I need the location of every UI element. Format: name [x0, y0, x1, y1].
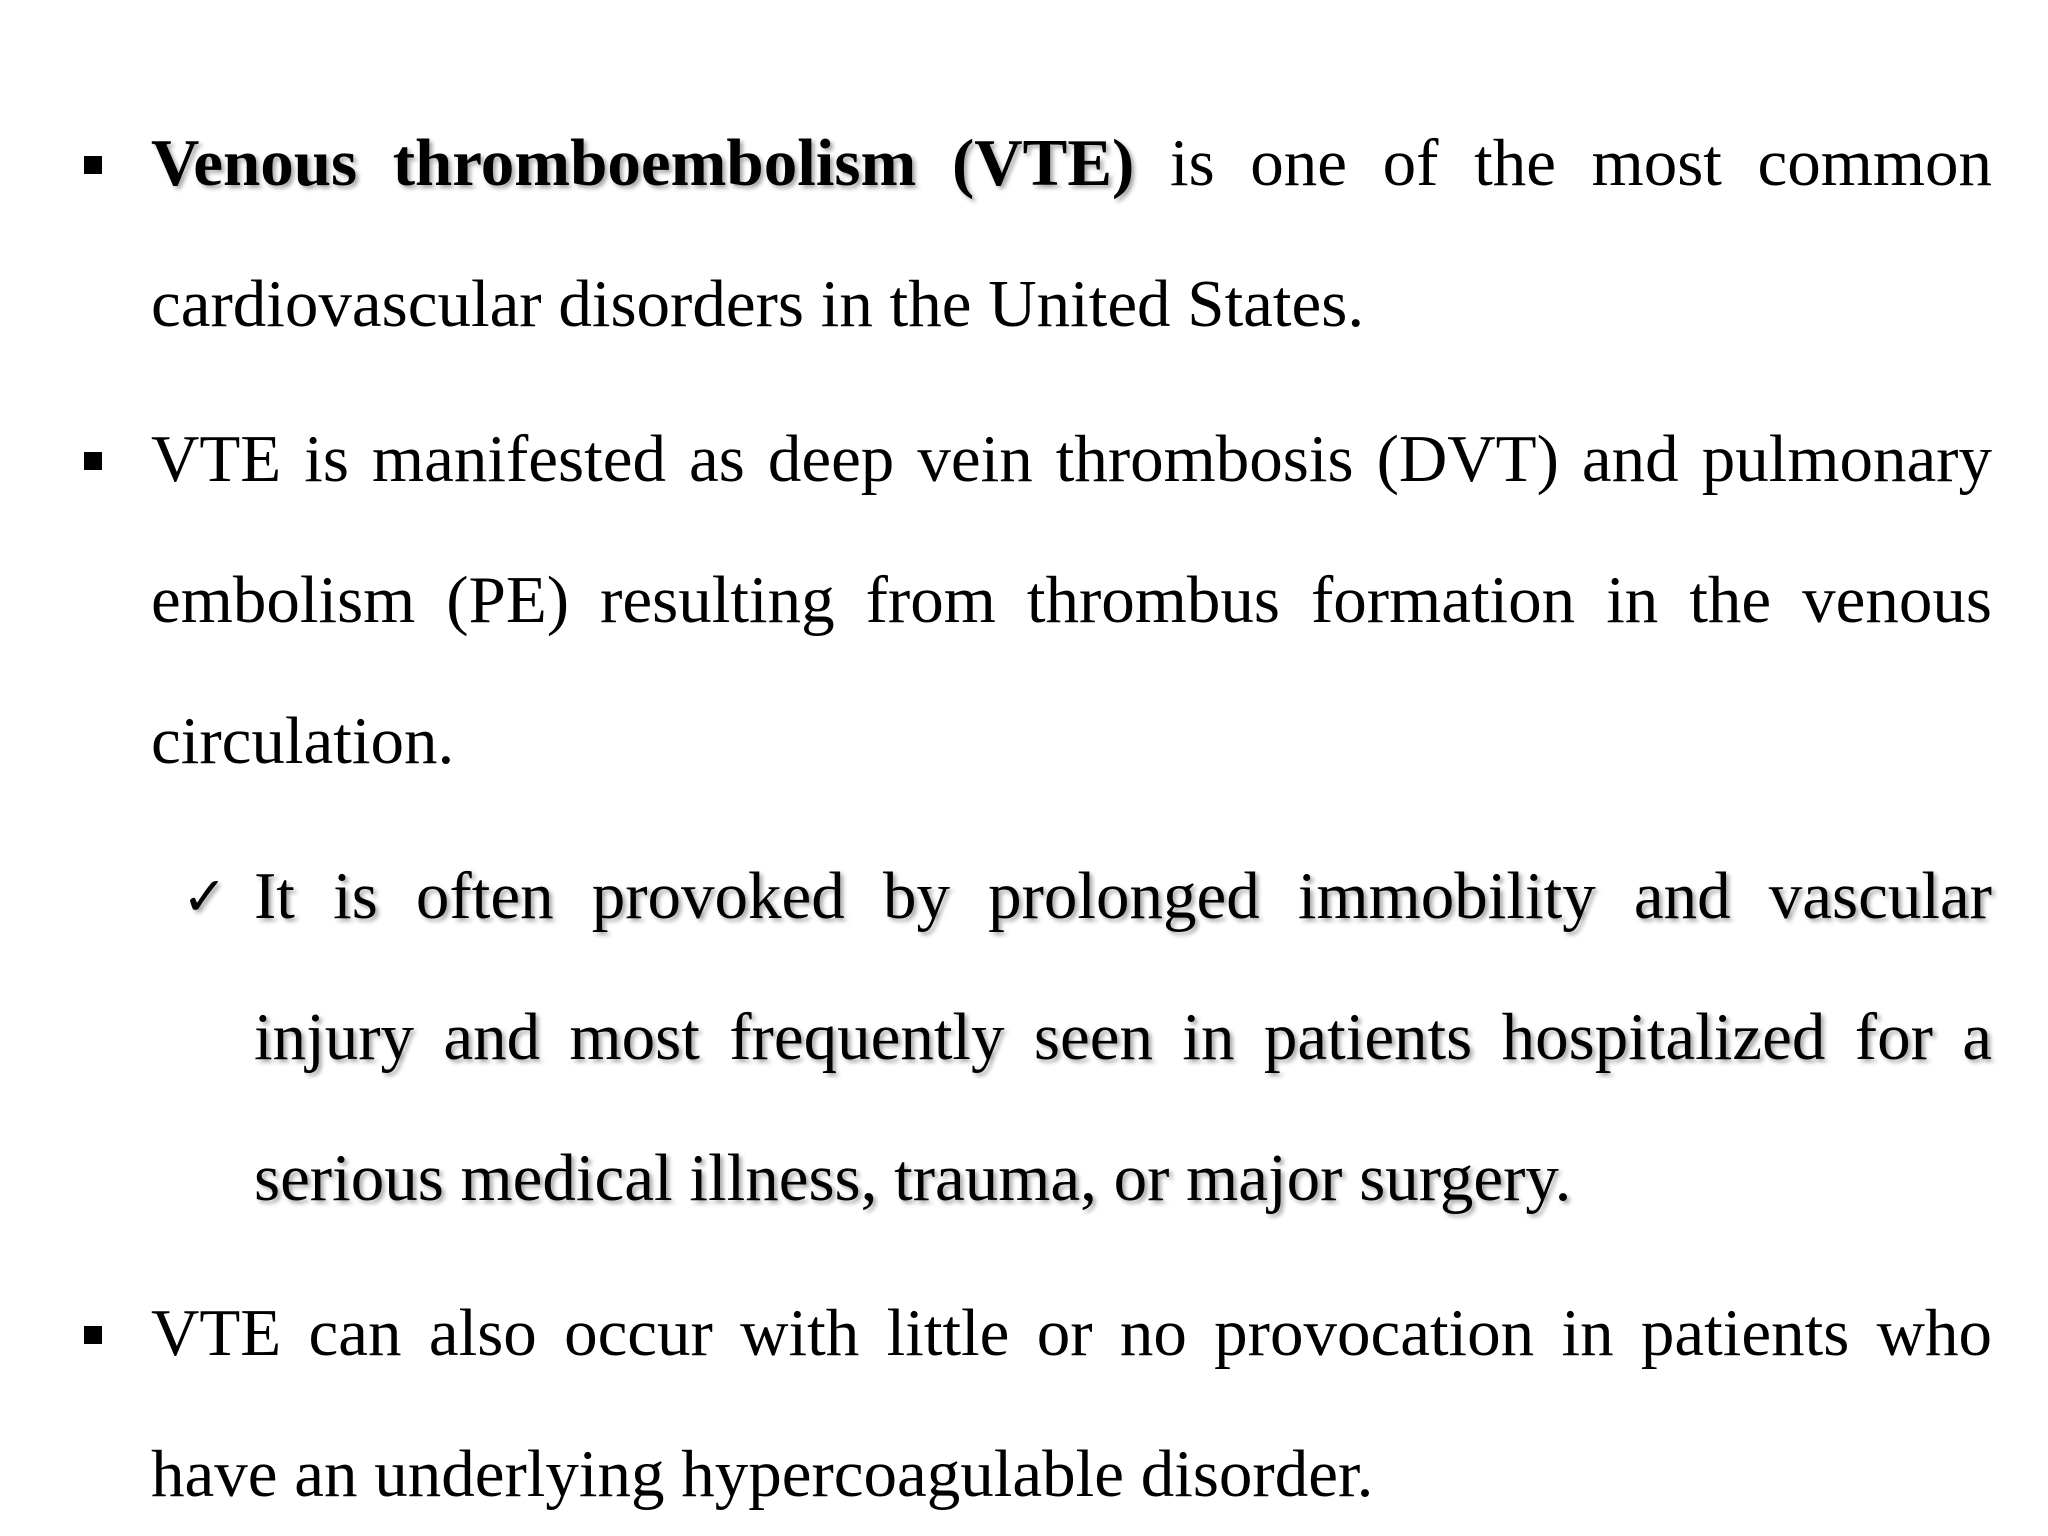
bullet-item-vte-definition	[151, 93, 1992, 375]
spacer	[0, 375, 2048, 389]
square-bullet-icon	[84, 156, 102, 174]
bullet-text: VTE can also occur with little or no provocation in patients who have an underlying hypercoagulable disorder.	[151, 1296, 1992, 1511]
bullet-text: VTE is manifested as deep vein thrombosis (DVT) and pulmonary embolism (PE) resulting from thrombus formation in the venous circulation.	[151, 422, 1992, 778]
square-bullet-icon	[84, 1326, 102, 1344]
sub-bullet-text: It is often provoked by prolonged immobility and vascular injury and most frequently seen in patients hospitalized for a serious medical illness, trauma, or major surgery.	[254, 859, 1992, 1215]
bullet-item-hypercoagulable	[151, 1263, 1992, 1536]
bullet-item-vte-manifestation	[151, 389, 1992, 812]
sub-bullet-item-provocation	[182, 826, 1992, 1249]
bullet-text: is one of the most common cardiovascular disorders in the United States.	[151, 126, 1992, 341]
checkmark-icon: ✓	[182, 865, 228, 928]
spacer	[0, 1249, 2048, 1263]
square-bullet-icon	[84, 452, 102, 470]
spacer	[0, 812, 2048, 826]
bullet-lead-term: Venous thromboembolism (VTE)	[151, 126, 1135, 200]
